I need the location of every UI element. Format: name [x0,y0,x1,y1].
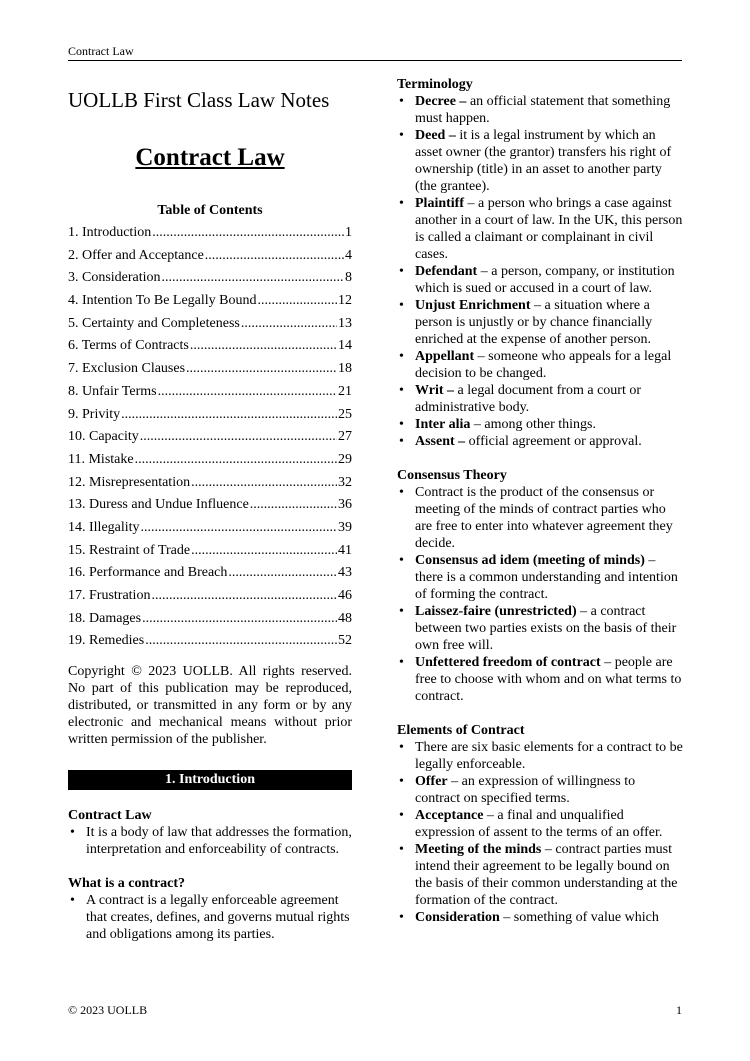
toc-leader-dots [205,247,344,265]
toc-entry-page: 13 [338,315,352,331]
term: Defendant [415,264,478,279]
toc-leader-dots [258,292,337,310]
toc-entry-label: 15. Restraint of Trade [68,542,191,558]
definition: – an expression of willingness to contract on specified terms. [415,774,636,806]
toc-leader-dots [241,315,337,333]
term: Acceptance [415,808,484,823]
list-item [397,484,683,552]
toc-heading: Table of Contents [157,203,263,218]
toc-entry-label: 1. Introduction [68,225,152,240]
toc-leader-dots [140,428,337,446]
definition: an official statement that something must happen. [415,94,671,126]
definition: – someone who appeals for a legal decision to be changed. [415,349,672,381]
consensus-theory-list [397,484,683,705]
definition: – something of value which [499,910,659,925]
term: Consensus ad idem (meeting of minds) [415,553,645,568]
toc-entry-label: 13. Duress and Undue Influence [68,497,249,513]
toc-entry-page: 12 [338,293,352,309]
definition: Contract is the product of the consensus or meeting of the minds of contract parties who are free to enter into whatever agreement they decide. [415,485,673,551]
toc-leader-dots [141,519,337,537]
page-number: 1 [676,1003,682,1017]
toc-entry[interactable] [68,292,352,315]
toc-leader-dots [191,474,337,492]
list-item: • A contract is a legally enforceable agreement that creates, defines, and governs mutual rights and obligations among its parties. [68,892,352,943]
list-item: • It is a body of law that addresses the formation, interpretation and enforceability of contracts. [68,824,352,858]
contract-law-list [68,824,352,858]
toc-entry-page: 4 [345,247,352,263]
toc-entry-label: 18. Damages [68,610,142,626]
toc-entry[interactable] [68,360,352,383]
right-column [397,76,683,926]
toc-entry-label: 11. Mistake [68,451,134,467]
toc-entry[interactable] [68,315,352,338]
term: Appellant [415,349,475,364]
list-item [397,654,683,705]
list-item [397,841,683,909]
toc-entry-page: 41 [338,542,352,558]
toc-entry[interactable] [68,224,352,247]
running-title: Contract Law [68,44,134,58]
section-heading-introduction: 1. Introduction [68,770,352,790]
toc-leader-dots [158,383,337,401]
toc-entry-page: 14 [338,338,352,354]
list-item [397,909,683,926]
toc-leader-dots [142,610,337,628]
toc-leader-dots [152,224,344,242]
list-item [397,93,683,127]
definition: There are six basic elements for a contract to be legally enforceable. [415,740,683,772]
term: Meeting of the minds [415,842,542,857]
toc-entry-label: 8. Unfair Terms [68,383,157,399]
toc-entry[interactable] [68,451,352,474]
toc-entry-label: 7. Exclusion Clauses [68,361,186,377]
definition: – there is a common understanding and intention of forming the contract. [415,553,678,602]
term: Unjust Enrichment [415,298,531,313]
what-is-contract-heading: What is a contract? [68,876,186,892]
list-item [397,297,683,348]
definition: – a person, company, or institution which is sued or accused in a court of law. [415,264,675,296]
list-item [397,263,683,297]
toc-entry[interactable] [68,496,352,519]
toc-entry-page: 1 [345,225,352,240]
list-item [397,739,683,773]
footer-copyright: © 2023 UOLLB [68,1003,148,1017]
toc-entry-label: 5. Certainty and Completeness [68,315,240,331]
toc-entry-label: 19. Remedies [68,633,145,649]
term: Writ – [415,383,455,398]
toc-entry-label: 4. Intention To Be Legally Bound [68,293,257,309]
toc-leader-dots [228,564,337,582]
list-item [397,603,683,654]
list-item [397,773,683,807]
definition: – a contract between two parties exists on the basis of their own free will. [415,604,677,653]
toc-entry[interactable] [68,610,352,633]
toc-entry-label: 2. Offer and Acceptance [68,247,204,263]
elements-heading: Elements of Contract [397,723,525,738]
running-header [68,44,682,61]
term: Decree – [415,94,467,109]
definition: – contract parties must intend their agreement to be legally bound on the basis of their common understanding at the formation of the contract. [415,842,678,908]
definition: – people are free to choose with whom and on what terms to contract. [415,655,682,704]
term: Unfettered freedom of contract [415,655,601,670]
table-of-contents [68,224,352,655]
list-item [397,382,683,416]
toc-entry-page: 39 [338,519,352,535]
copyright-notice: Copyright © 2023 UOLLB. All rights reserved. No part of this publication may be reproduced, distributed, or transmitted in any form or by any electronic and mechanical means without prior written permission of the publisher. [68,664,352,748]
terminology-heading: Terminology [397,77,473,92]
what-is-contract-list [68,892,352,943]
contract-law-heading: Contract Law [68,808,152,824]
left-column [68,76,352,943]
elements-list [397,739,683,926]
toc-entry-page: 21 [338,383,352,399]
toc-entry[interactable] [68,474,352,497]
toc-entry-page: 8 [345,270,352,286]
toc-entry-page: 36 [338,497,352,513]
toc-entry-label: 6. Terms of Contracts [68,338,189,354]
toc-entry[interactable] [68,564,352,587]
definition: – a person who brings a case against another in a court of law. In the UK, this person is called a claimant or complainant in civil cases. [415,196,683,262]
list-item [397,127,683,195]
term: Offer [415,774,448,789]
toc-entry-page: 46 [338,588,352,603]
notes-title: UOLLB First Class Law Notes [68,88,330,112]
term: Assent – [415,434,466,449]
toc-entry-page: 32 [338,474,352,490]
toc-leader-dots [162,269,344,287]
toc-entry[interactable] [68,269,352,292]
toc-leader-dots [186,360,337,378]
toc-entry[interactable] [68,632,352,655]
toc-entry-page: 29 [338,451,352,467]
list-item [397,195,683,263]
toc-entry-label: 10. Capacity [68,429,139,445]
toc-entry-page: 25 [338,406,352,422]
list-item [397,416,683,433]
page-footer [68,1003,682,1018]
toc-entry[interactable] [68,428,352,451]
definition: – among other things. [470,417,596,432]
consensus-theory-heading: Consensus Theory [397,468,507,483]
toc-entry-label: 14. Illegality [68,519,140,535]
toc-entry[interactable] [68,337,352,360]
list-item [397,433,683,450]
toc-entry-page: 18 [338,361,352,377]
toc-entry-label: 16. Performance and Breach [68,565,228,581]
definition: – a situation where a person is unjustly or by chance financially enriched at the expense of another person. [415,298,653,347]
toc-entry[interactable] [68,519,352,542]
term: Deed – [415,128,456,143]
list-item [397,348,683,382]
definition: a legal document from a court or administrative body. [415,383,641,415]
toc-entry[interactable] [68,406,352,429]
toc-entry[interactable] [68,587,352,610]
toc-entry[interactable] [68,383,352,406]
term: Inter alia [415,417,471,432]
toc-entry-page: 48 [338,610,352,626]
toc-leader-dots [190,337,337,355]
toc-entry-label: 9. Privity [68,406,121,422]
term: Plaintiff [415,196,464,211]
toc-leader-dots [121,406,337,424]
terminology-list [397,93,683,450]
definition: official agreement or approval. [465,434,642,449]
definition: – a final and unqualified expression of assent to the terms of an offer. [415,808,663,840]
toc-entry-page: 43 [338,565,352,581]
toc-entry-label: 12. Misrepresentation [68,474,191,490]
toc-leader-dots [191,542,337,560]
toc-leader-dots [151,587,337,605]
toc-entry-label: 17. Frustration [68,588,151,603]
toc-leader-dots [135,451,337,469]
document-title: Contract Law [135,144,285,171]
toc-leader-dots [250,496,337,514]
list-item [397,552,683,603]
toc-entry-page: 52 [338,633,352,649]
term: Laissez-faire (unrestricted) [415,604,577,619]
list-item [397,807,683,841]
toc-entry[interactable] [68,247,352,270]
toc-entry[interactable] [68,542,352,565]
toc-entry-page: 27 [338,429,352,445]
term: Consideration [415,910,500,925]
toc-entry-label: 3. Consideration [68,270,161,286]
toc-leader-dots [145,632,337,650]
definition: it is a legal instrument by which an asset owner (the grantor) transfers his right of ownership (title) in an asset to another party (the grantee). [415,128,672,194]
